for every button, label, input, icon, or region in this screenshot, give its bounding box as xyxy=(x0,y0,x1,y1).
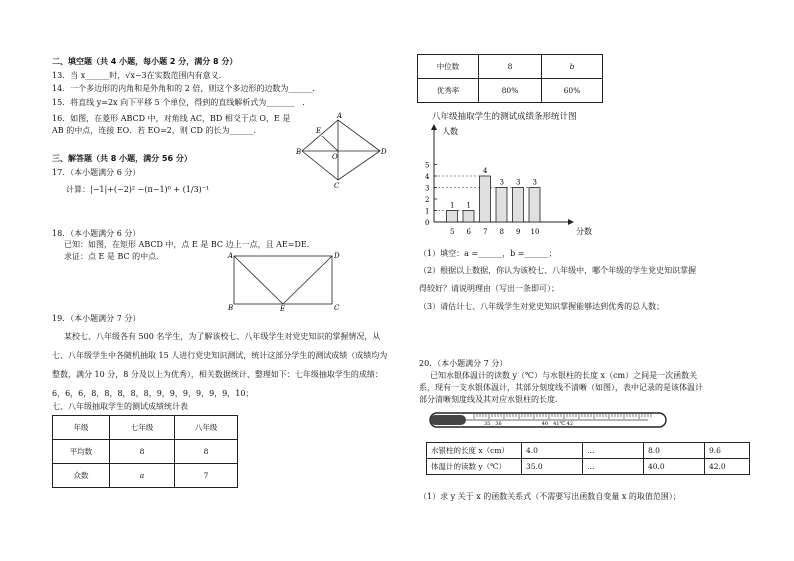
table-cell: 七年级 xyxy=(110,416,175,440)
stats-table xyxy=(52,415,238,488)
table-cell: 80% xyxy=(479,79,542,103)
question-20-part1: （1）求 y 关于 x 的函数关系式（不需要写出函数自变量 x 的取值范围）； xyxy=(419,492,681,501)
question-19-table-title: 七、八年级抽取学生的测试成绩统计表 xyxy=(52,402,188,411)
bar-value-label: 1 xyxy=(466,201,471,210)
bar xyxy=(529,188,540,223)
question-19-text: 某校七、八年级各有 500 名学生，为了解该校七、八年级学生对党史知识的掌握情况，从七、八年级学生中各随机抽取 15 人进行党史知识测试，统计这部分学生的测试成绩（成绩均为整数，满分 10 分，8 分及以上为优秀），相关数据统计、整理如下：七年级抽取学生的成绩：6，6，6，8，8，8，8，8，9，9，9，9，9，9，10； xyxy=(52,332,388,398)
bar-chart xyxy=(418,124,598,242)
bar xyxy=(447,211,458,223)
bar-value-label: 4 xyxy=(483,167,488,175)
solve-section-header: 三、解答题（共 8 小题，满分 56 分） xyxy=(52,154,192,163)
rect-label-d: D xyxy=(334,252,340,260)
table-cell: a xyxy=(110,464,175,488)
table-row xyxy=(427,443,750,459)
bar xyxy=(463,211,474,223)
table-row xyxy=(418,79,603,103)
bar-value-label: 3 xyxy=(499,178,504,187)
table-cell: … xyxy=(583,459,644,475)
table-cell: 9.6 xyxy=(705,443,750,459)
rhombus-label-a: A xyxy=(337,112,343,120)
table-cell: 体温计的读数 y（℃） xyxy=(427,459,522,475)
table-cell: … xyxy=(583,443,644,459)
table-cell: 八年级 xyxy=(175,416,238,440)
bar xyxy=(480,176,491,222)
bar xyxy=(513,188,524,223)
question-18: 18．（本小题满分 6 分） xyxy=(52,229,141,238)
rhombus-label-e: E xyxy=(316,127,322,135)
y-tick-label: 1 xyxy=(425,207,430,216)
table-cell: 40.0 xyxy=(644,459,705,475)
rect-label-e: E xyxy=(280,305,286,313)
table-row xyxy=(53,440,238,464)
thermometer-scale-label: 35 36 40 41℃ 42 xyxy=(484,421,573,427)
rect-label-b: B xyxy=(228,304,234,312)
y-tick-label: 0 xyxy=(425,219,430,227)
table-cell: 60% xyxy=(542,79,603,103)
table-cell: 众数 xyxy=(53,464,110,488)
rhombus-label-c: C xyxy=(334,182,340,190)
bar-value-label: 3 xyxy=(532,178,537,187)
table-row xyxy=(53,464,238,488)
question-17-expression: 计算：|−1|+(−2)² −(π−1)⁰ + (1/3)⁻¹ xyxy=(66,185,210,194)
question-19-part2-line2: 得较好？请说明理由（写出一条即可）； xyxy=(419,284,559,293)
rhombus-label-o: O xyxy=(332,153,338,161)
y-tick-label: 2 xyxy=(425,196,430,204)
x-axis-arrow xyxy=(568,219,574,225)
table-cell: 平均数 xyxy=(53,440,110,464)
thermometer-image xyxy=(426,407,676,433)
table-cell: 8 xyxy=(175,440,238,464)
table-cell: 8 xyxy=(110,440,175,464)
table-cell: 水银柱的长度 x（cm） xyxy=(427,443,522,459)
x-tick-label: 5 xyxy=(450,228,455,236)
y-axis-label: 人数 xyxy=(442,127,458,136)
rectangle-diagram xyxy=(226,250,342,313)
table-cell: 8 xyxy=(479,55,542,79)
table-cell: 7 xyxy=(175,464,238,488)
chart-title: 八年级抽取学生的测试成绩条形统计图 xyxy=(432,112,577,122)
question-20-line3: 部分清晰刻度线及其对应水银柱的长度． xyxy=(419,395,563,404)
rhombus-diagram xyxy=(296,112,387,190)
x-tick-label: 9 xyxy=(516,228,521,236)
fill-in-section-header: 二、填空题（共 4 小题，每小题 2 分，满分 8 分） xyxy=(52,57,238,66)
table-cell: b xyxy=(542,55,603,79)
question-16-line2: AB 的中点，连接 EO．若 EO=2，则 CD 的长为______． xyxy=(52,126,262,135)
question-18-line1: 已知：如图，在矩形 ABCD 中，点 E 是 BC 边上一点，且 AE=DE． xyxy=(64,240,315,249)
bar xyxy=(496,188,507,223)
question-15: 15．将直线 y=2x 向下平移 5 个单位，得到的直线解析式为_______ ． xyxy=(52,98,311,107)
rhombus-label-d: D xyxy=(381,148,387,156)
question-19-part3: （3）请估计七、八年级学生对党史知识掌握能够达到优秀的总人数； xyxy=(419,302,665,311)
table-cell: 42.0 xyxy=(705,459,750,475)
bar-value-label: 1 xyxy=(450,201,455,210)
question-19-part2-line1: （2）根据以上数据，你认为该校七、八年级中，哪个年级的学生党史知识掌握 xyxy=(419,266,697,275)
table-row xyxy=(53,416,238,440)
question-20: 20．（本小题满分 7 分） xyxy=(419,359,508,368)
bar-value-label: 3 xyxy=(516,178,521,187)
table-row xyxy=(427,459,750,475)
table-cell: 8.0 xyxy=(644,443,705,459)
question-20-line2: 系，现有一支水银体温计，其部分刻度线不清晰（如图），表中记录的是该体温计 xyxy=(419,383,703,392)
question-20-line1: 已知水银体温计的读数 y（℃）与水银柱的长度 x（cm）之间是一次函数关 xyxy=(430,371,698,380)
question-19-part1: （1）填空：a =______，b =______； xyxy=(419,249,557,258)
question-16-line1: 16．如图，在菱形 ABCD 中，对角线 AC，BD 相交于点 O，E 是 xyxy=(52,114,291,123)
y-tick-label: 5 xyxy=(425,161,430,170)
table-row xyxy=(418,55,603,79)
x-axis-label: 分数 xyxy=(576,227,592,236)
question-14: 14．一个多边形的内角和是外角和的 2 倍，则这个多边形的边数为______． xyxy=(52,84,321,93)
y-axis-arrow xyxy=(431,124,437,130)
table-cell: 4.0 xyxy=(522,443,583,459)
rect-label-a: A xyxy=(228,252,234,260)
x-tick-label: 6 xyxy=(466,228,471,236)
question-13: 13．当 x______时，√x−3在实数范围内有意义． xyxy=(52,71,227,80)
table-cell: 35.0 xyxy=(522,459,583,475)
x-tick-label: 7 xyxy=(483,228,488,236)
x-tick-label: 10 xyxy=(530,228,540,236)
x-tick-label: 8 xyxy=(499,228,504,236)
stats-table-continued xyxy=(417,54,603,103)
rect-label-c: C xyxy=(334,304,340,312)
question-19: 19．（本小题满分 7 分） xyxy=(52,314,141,323)
question-17: 17．（本小题满分 6 分） xyxy=(52,168,141,177)
rhombus-label-b: B xyxy=(296,148,302,156)
y-tick-label: 3 xyxy=(425,184,430,193)
thermometer-table xyxy=(426,442,750,475)
table-cell: 优秀率 xyxy=(418,79,479,103)
table-cell: 中位数 xyxy=(418,55,479,79)
question-18-line2: 求证：点 E 是 BC 的中点． xyxy=(64,252,165,261)
table-cell: 年级 xyxy=(53,416,110,440)
y-tick-label: 4 xyxy=(425,173,430,181)
